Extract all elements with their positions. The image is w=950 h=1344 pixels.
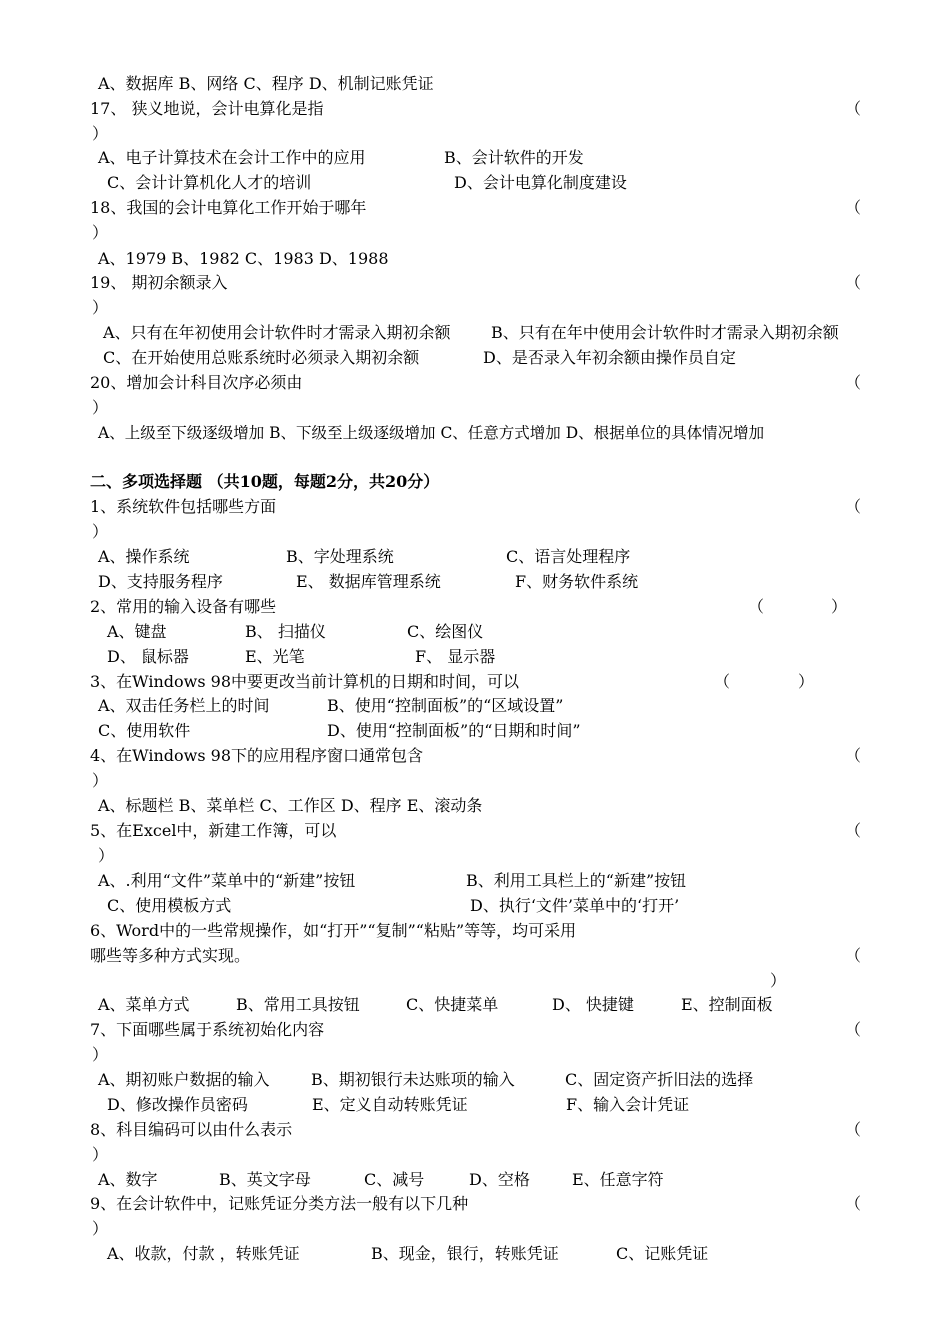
m1-option-d: D、支持服务程序 [98, 572, 223, 591]
m4-question: 4、在Windows 98下的应用程序窗口通常包含 [90, 746, 423, 765]
m6-answer-close: ） [770, 971, 787, 990]
m5-option-a: A、.利用“文件”菜单中的“新建”按钮 [98, 871, 356, 890]
m1-option-c: C、语言处理程序 [506, 547, 631, 566]
q19-option-b: B、只有在年中使用会计软件时才需录入期初余额 [491, 323, 839, 342]
m6-answer-open: （ [845, 946, 862, 965]
m9-answer-close: ） [92, 1219, 109, 1238]
m6-question-line2: 哪些等多种方式实现。 [90, 946, 251, 965]
q17-answer-close: ） [92, 124, 109, 143]
m9-option-b: B、现金，银行，转账凭证 [371, 1244, 559, 1263]
m7-option-a: A、期初账户数据的输入 [98, 1070, 270, 1089]
m7-option-c: C、固定资产折旧法的选择 [565, 1070, 754, 1089]
m3-option-d: D、使用“控制面板”的“日期和时间” [327, 721, 581, 740]
q20-answer-close: ） [92, 398, 109, 417]
m4-answer-close: ） [92, 771, 109, 790]
m9-option-c: C、记账凭证 [616, 1244, 709, 1263]
m3-option-c: C、使用软件 [98, 721, 191, 740]
m7-option-d: D、修改操作员密码 [107, 1095, 248, 1114]
m8-answer-close: ） [92, 1145, 109, 1164]
q17-option-d: D、会计电算化制度建设 [454, 173, 627, 192]
q19-question: 19、 期初余额录入 [90, 273, 228, 292]
q18-options: A、1979 B、1982 C、1983 D、1988 [98, 249, 389, 268]
m8-option-a: A、数字 [98, 1170, 158, 1189]
m5-question: 5、在Excel中，新建工作簿，可以 [90, 821, 337, 840]
m4-answer-open: （ [845, 746, 862, 765]
m5-option-b: B、利用工具栏上的“新建”按钮 [466, 871, 687, 890]
q18-question: 18、我国的会计电算化工作开始于哪年 [90, 198, 367, 217]
m8-option-d: D、空格 [469, 1170, 530, 1189]
m8-answer-open: （ [845, 1120, 862, 1139]
m1-answer-close: ） [92, 522, 109, 541]
m1-option-b: B、字处理系统 [286, 547, 394, 566]
m2-option-b: B、 扫描仪 [245, 622, 326, 641]
q17-answer-open: （ [845, 99, 862, 118]
m2-answer-open: （ [748, 597, 765, 616]
m2-option-e: E、光笔 [245, 647, 305, 666]
m8-option-b: B、英文字母 [219, 1170, 311, 1189]
m6-option-b: B、常用工具按钮 [236, 995, 360, 1014]
q17-option-b: B、会计软件的开发 [444, 148, 584, 167]
m2-option-f: F、 显示器 [415, 647, 496, 666]
m3-answer-close: ） [798, 672, 815, 691]
q20-answer-open: （ [845, 373, 862, 392]
m7-answer-close: ） [92, 1045, 109, 1064]
m7-option-f: F、输入会计凭证 [566, 1095, 690, 1114]
m6-option-a: A、菜单方式 [98, 995, 190, 1014]
m5-answer-open: （ [845, 821, 862, 840]
q17-option-c: C、会计计算机化人才的培训 [107, 173, 312, 192]
m2-option-d: D、 鼠标器 [107, 647, 189, 666]
m9-question: 9、在会计软件中，记账凭证分类方法一般有以下几种 [90, 1194, 469, 1213]
m1-option-f: F、财务软件系统 [515, 572, 639, 591]
q19-option-d: D、是否录入年初余额由操作员自定 [483, 348, 736, 367]
m7-option-b: B、期初银行未达账项的输入 [311, 1070, 515, 1089]
m6-option-c: C、快捷菜单 [406, 995, 499, 1014]
q16-options: A、数据库 B、网络 C、程序 D、机制记账凭证 [98, 74, 434, 93]
m6-question-line1: 6、Word中的一些常规操作，如“打开”“复制”“粘贴”等等，均可采用 [90, 921, 577, 940]
q18-answer-close: ） [92, 223, 109, 242]
m7-question: 7、下面哪些属于系统初始化内容 [90, 1020, 325, 1039]
m9-option-a: A、收款，付款 ，转账凭证 [107, 1244, 300, 1263]
q20-options: A、上级至下级逐级增加 B、下级至上级逐级增加 C、任意方式增加 D、根据单位的具体情况增加 [98, 424, 765, 442]
m7-answer-open: （ [845, 1020, 862, 1039]
m5-option-d: D、执行‘文件’菜单中的‘打开’ [470, 896, 680, 915]
m5-answer-close: ） [98, 846, 115, 865]
q17-question: 17、 狭义地说，会计电算化是指 [90, 99, 324, 118]
m8-question: 8、科目编码可以由什么表示 [90, 1120, 293, 1139]
q17-option-a: A、电子计算技术在会计工作中的应用 [98, 148, 366, 167]
m1-answer-open: （ [845, 497, 862, 516]
q19-answer-open: （ [845, 273, 862, 292]
m9-answer-open: （ [845, 1194, 862, 1213]
m1-option-e: E、 数据库管理系统 [296, 572, 441, 591]
m3-question: 3、在Windows 98中要更改当前计算机的日期和时间，可以 [90, 672, 519, 691]
m1-question: 1、系统软件包括哪些方面 [90, 497, 277, 516]
q20-question: 20、增加会计科目次序必须由 [90, 373, 303, 392]
m2-answer-close: ） [831, 597, 848, 616]
m6-option-d: D、 快捷键 [552, 995, 634, 1014]
m8-option-c: C、减号 [364, 1170, 425, 1189]
q19-answer-close: ） [92, 298, 109, 317]
m3-option-b: B、使用“控制面板”的“区域设置” [327, 696, 564, 715]
m2-option-a: A、键盘 [107, 622, 167, 641]
q18-answer-open: （ [845, 198, 862, 217]
m2-question: 2、常用的输入设备有哪些 [90, 597, 277, 616]
m3-option-a: A、双击任务栏上的时间 [98, 696, 270, 715]
q19-option-a: A、只有在年初使用会计软件时才需录入期初余额 [103, 323, 451, 342]
m6-option-e: E、控制面板 [681, 995, 773, 1014]
section-heading-multiple-choice: 二、多项选择题 （共10题，每题2分，共20分） [90, 472, 440, 491]
m1-option-a: A、操作系统 [98, 547, 190, 566]
m3-answer-open: （ [714, 672, 731, 691]
m4-options: A、标题栏 B、菜单栏 C、工作区 D、程序 E、滚动条 [98, 796, 483, 815]
m2-option-c: C、绘图仪 [407, 622, 484, 641]
q19-option-c: C、在开始使用总账系统时必须录入期初余额 [103, 348, 420, 367]
m7-option-e: E、定义自动转账凭证 [312, 1095, 468, 1114]
m8-option-e: E、任意字符 [572, 1170, 664, 1189]
m5-option-c: C、使用模板方式 [107, 896, 232, 915]
